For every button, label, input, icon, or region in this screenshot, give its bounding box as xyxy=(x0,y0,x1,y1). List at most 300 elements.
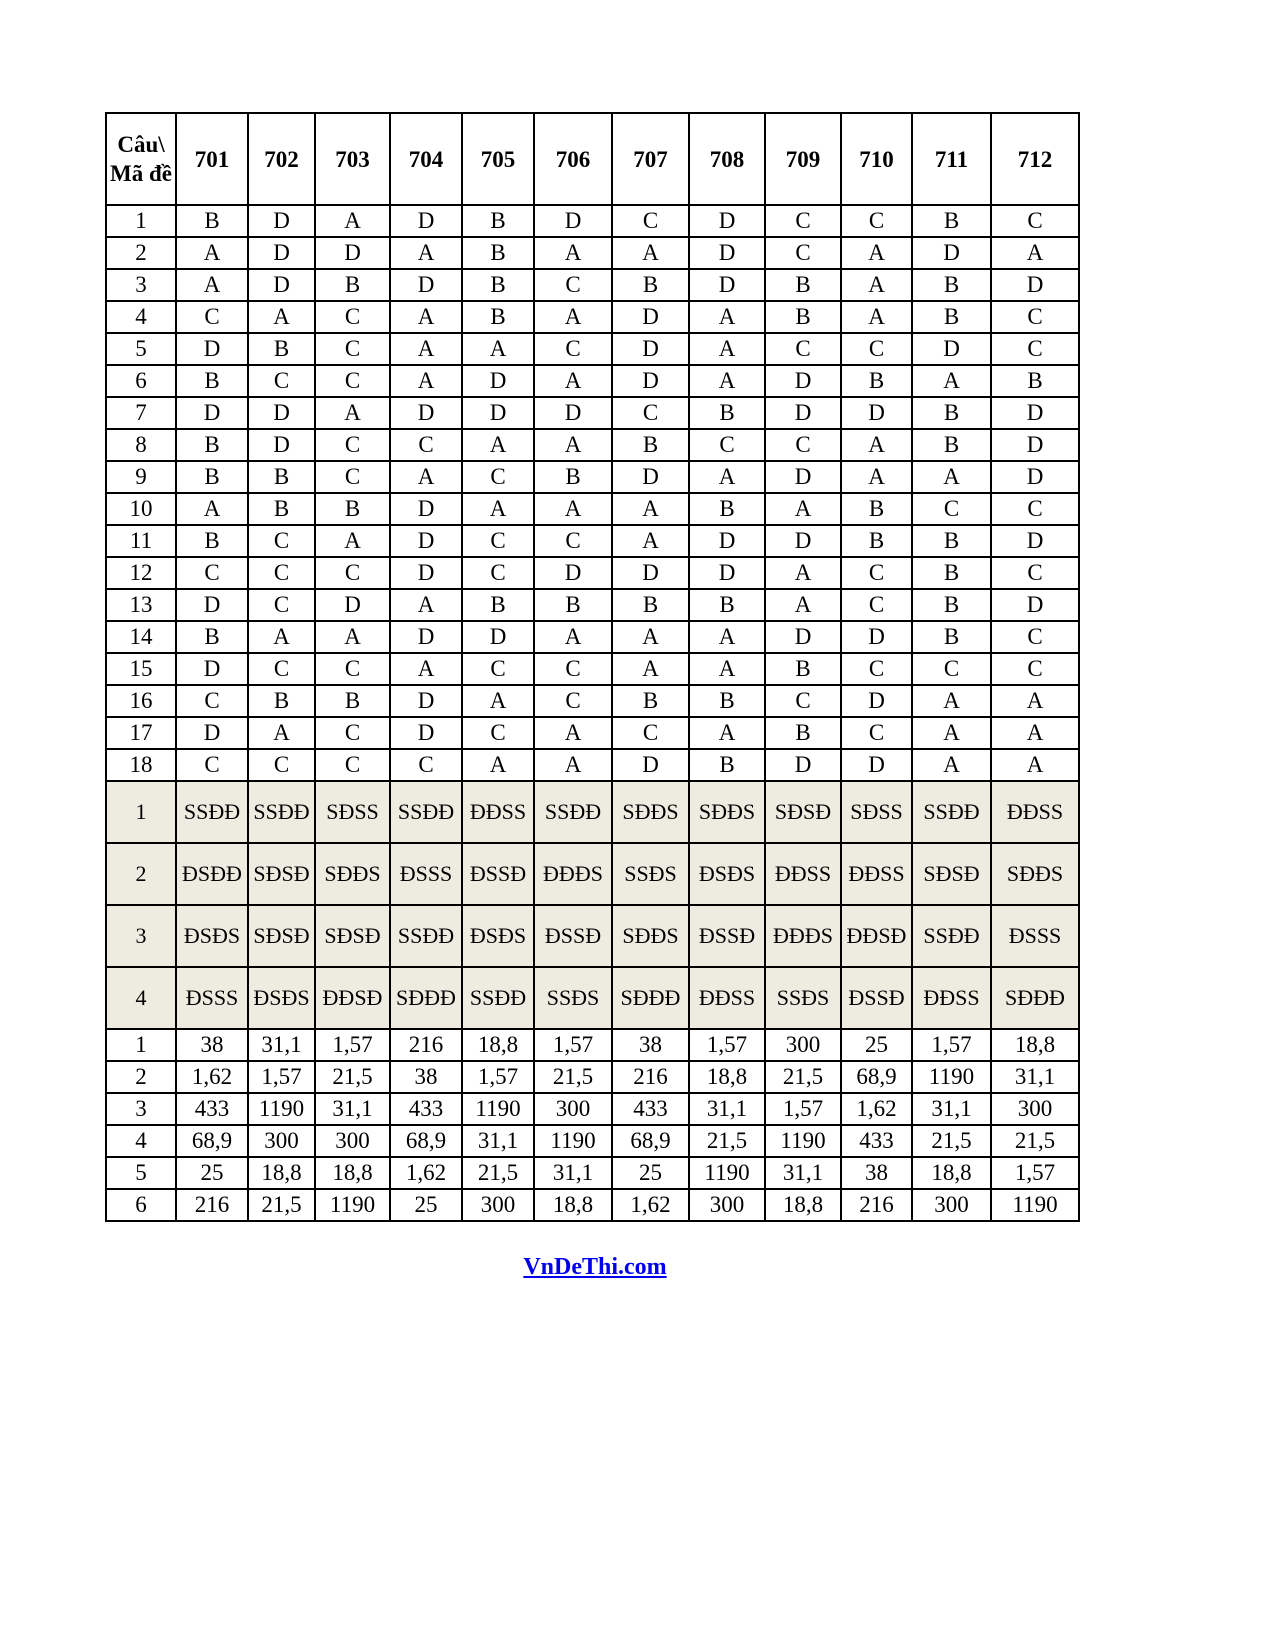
answer-cell: B xyxy=(841,365,912,397)
answer-cell: 300 xyxy=(689,1189,765,1221)
answer-cell: B xyxy=(912,589,991,621)
answer-cell: B xyxy=(248,333,315,365)
answer-cell: A xyxy=(689,333,765,365)
answer-cell: D xyxy=(176,653,248,685)
answer-cell: A xyxy=(534,749,612,781)
answer-cell: A xyxy=(991,717,1079,749)
answer-cell: D xyxy=(689,557,765,589)
answer-cell: 300 xyxy=(912,1189,991,1221)
answer-cell: C xyxy=(991,205,1079,237)
answer-cell: A xyxy=(689,653,765,685)
true-false-row xyxy=(106,905,1079,967)
answer-cell: D xyxy=(612,365,689,397)
answer-cell: SĐĐĐ xyxy=(612,967,689,1029)
answer-cell: D xyxy=(390,717,462,749)
answer-cell: 38 xyxy=(841,1157,912,1189)
corner-label: Câu\ Mã đề xyxy=(106,113,176,205)
answer-cell: A xyxy=(390,333,462,365)
answer-cell: ĐSSĐ xyxy=(534,905,612,967)
answer-cell: SSĐĐ xyxy=(176,781,248,843)
answer-cell: 18,8 xyxy=(991,1029,1079,1061)
answer-cell: C xyxy=(248,525,315,557)
answer-cell: B xyxy=(841,525,912,557)
answer-cell: A xyxy=(315,621,390,653)
answer-cell: D xyxy=(991,589,1079,621)
answer-cell: B xyxy=(462,205,534,237)
multiple-choice-row xyxy=(106,301,1079,333)
answer-cell: ĐSĐS xyxy=(462,905,534,967)
question-number: 10 xyxy=(106,493,176,525)
answer-cell: B xyxy=(612,269,689,301)
answer-cell: ĐSĐS xyxy=(689,843,765,905)
answer-cell: A xyxy=(991,237,1079,269)
answer-cell: 1190 xyxy=(912,1061,991,1093)
answer-cell: D xyxy=(841,397,912,429)
answer-key-body xyxy=(106,113,1079,1221)
answer-cell: B xyxy=(315,493,390,525)
answer-cell: D xyxy=(176,717,248,749)
answer-cell: 68,9 xyxy=(841,1061,912,1093)
question-number: 2 xyxy=(106,237,176,269)
answer-cell: 25 xyxy=(176,1157,248,1189)
answer-cell: 1190 xyxy=(765,1125,841,1157)
answer-cell: 300 xyxy=(248,1125,315,1157)
answer-cell: D xyxy=(991,269,1079,301)
answer-cell: D xyxy=(390,685,462,717)
answer-cell: D xyxy=(176,333,248,365)
question-number: 1 xyxy=(106,205,176,237)
answer-cell: C xyxy=(534,269,612,301)
answer-cell: SĐĐS xyxy=(315,843,390,905)
answer-cell: C xyxy=(315,461,390,493)
answer-cell: SĐĐS xyxy=(612,905,689,967)
answer-cell: B xyxy=(841,493,912,525)
answer-cell: SĐĐĐ xyxy=(991,967,1079,1029)
answer-cell: 1,57 xyxy=(689,1029,765,1061)
answer-cell: A xyxy=(390,653,462,685)
answer-cell: C xyxy=(390,749,462,781)
answer-cell: C xyxy=(462,653,534,685)
multiple-choice-row xyxy=(106,589,1079,621)
answer-cell: 21,5 xyxy=(912,1125,991,1157)
exam-code-header: 701 xyxy=(176,113,248,205)
answer-cell: B xyxy=(912,429,991,461)
answer-cell: C xyxy=(765,685,841,717)
answer-cell: B xyxy=(315,269,390,301)
answer-cell: A xyxy=(991,749,1079,781)
answer-cell: 300 xyxy=(315,1125,390,1157)
answer-cell: C xyxy=(991,333,1079,365)
short-answer-row xyxy=(106,1061,1079,1093)
answer-cell: C xyxy=(534,525,612,557)
answer-cell: 31,1 xyxy=(689,1093,765,1125)
answer-cell: 1,62 xyxy=(176,1061,248,1093)
answer-cell: B xyxy=(689,397,765,429)
multiple-choice-row xyxy=(106,717,1079,749)
answer-cell: C xyxy=(315,301,390,333)
answer-cell: ĐSSS xyxy=(176,967,248,1029)
answer-cell: A xyxy=(841,461,912,493)
answer-cell: B xyxy=(765,717,841,749)
answer-cell: B xyxy=(176,365,248,397)
answer-cell: 31,1 xyxy=(991,1061,1079,1093)
answer-cell: B xyxy=(248,685,315,717)
answer-cell: A xyxy=(534,493,612,525)
answer-cell: SĐSS xyxy=(315,781,390,843)
answer-cell: D xyxy=(462,621,534,653)
question-number: 4 xyxy=(106,1125,176,1157)
answer-cell: B xyxy=(765,653,841,685)
question-number: 8 xyxy=(106,429,176,461)
question-number: 1 xyxy=(106,781,176,843)
answer-cell: C xyxy=(176,557,248,589)
answer-cell: ĐSSĐ xyxy=(462,843,534,905)
answer-cell: A xyxy=(462,685,534,717)
short-answer-row xyxy=(106,1189,1079,1221)
answer-cell: A xyxy=(462,429,534,461)
answer-cell: D xyxy=(248,397,315,429)
answer-cell: ĐĐSS xyxy=(912,967,991,1029)
answer-cell: ĐĐĐS xyxy=(765,905,841,967)
answer-cell: B xyxy=(176,621,248,653)
answer-cell: D xyxy=(612,557,689,589)
answer-cell: C xyxy=(462,717,534,749)
multiple-choice-row xyxy=(106,557,1079,589)
answer-cell: C xyxy=(841,653,912,685)
answer-cell: B xyxy=(462,237,534,269)
true-false-row xyxy=(106,781,1079,843)
answer-cell: ĐĐSS xyxy=(765,843,841,905)
question-number: 18 xyxy=(106,749,176,781)
answer-cell: SĐSĐ xyxy=(912,843,991,905)
answer-cell: B xyxy=(689,493,765,525)
answer-cell: B xyxy=(689,685,765,717)
answer-cell: 300 xyxy=(765,1029,841,1061)
answer-cell: D xyxy=(841,749,912,781)
answer-cell: C xyxy=(248,749,315,781)
exam-code-header: 708 xyxy=(689,113,765,205)
answer-cell: B xyxy=(176,461,248,493)
answer-cell: 21,5 xyxy=(315,1061,390,1093)
answer-cell: B xyxy=(912,557,991,589)
vndethi-link[interactable]: VnDeThi.com xyxy=(523,1254,667,1280)
answer-cell: B xyxy=(912,397,991,429)
answer-cell: A xyxy=(841,301,912,333)
answer-cell: C xyxy=(462,557,534,589)
answer-cell: B xyxy=(176,205,248,237)
multiple-choice-row xyxy=(106,397,1079,429)
answer-cell: C xyxy=(534,653,612,685)
answer-key-table xyxy=(105,112,1080,1222)
multiple-choice-row xyxy=(106,749,1079,781)
answer-cell: D xyxy=(765,365,841,397)
answer-cell: ĐĐSĐ xyxy=(315,967,390,1029)
answer-cell: SSĐS xyxy=(534,967,612,1029)
answer-cell: C xyxy=(991,493,1079,525)
answer-cell: A xyxy=(689,717,765,749)
answer-cell: D xyxy=(689,269,765,301)
answer-cell: D xyxy=(248,237,315,269)
answer-cell: C xyxy=(841,589,912,621)
answer-cell: C xyxy=(991,653,1079,685)
answer-cell: A xyxy=(462,493,534,525)
answer-cell: 38 xyxy=(390,1061,462,1093)
answer-cell: D xyxy=(176,397,248,429)
answer-cell: 18,8 xyxy=(315,1157,390,1189)
answer-cell: ĐĐSS xyxy=(991,781,1079,843)
question-number: 2 xyxy=(106,843,176,905)
answer-cell: D xyxy=(390,205,462,237)
answer-cell: A xyxy=(689,461,765,493)
answer-cell: 1,57 xyxy=(248,1061,315,1093)
exam-code-header: 706 xyxy=(534,113,612,205)
answer-cell: SSĐĐ xyxy=(534,781,612,843)
answer-cell: B xyxy=(912,205,991,237)
answer-cell: A xyxy=(534,621,612,653)
answer-cell: C xyxy=(912,653,991,685)
answer-cell: SĐĐĐ xyxy=(390,967,462,1029)
answer-cell: 216 xyxy=(841,1189,912,1221)
answer-cell: B xyxy=(176,429,248,461)
answer-cell: A xyxy=(248,301,315,333)
answer-cell: 1,57 xyxy=(991,1157,1079,1189)
answer-cell: A xyxy=(912,365,991,397)
answer-cell: A xyxy=(390,461,462,493)
question-number: 2 xyxy=(106,1061,176,1093)
answer-cell: D xyxy=(912,333,991,365)
question-number: 4 xyxy=(106,967,176,1029)
question-number: 3 xyxy=(106,905,176,967)
answer-cell: SĐSĐ xyxy=(765,781,841,843)
exam-code-header: 707 xyxy=(612,113,689,205)
answer-cell: D xyxy=(765,397,841,429)
answer-cell: A xyxy=(534,717,612,749)
answer-cell: SSĐĐ xyxy=(390,781,462,843)
question-number: 14 xyxy=(106,621,176,653)
answer-cell: D xyxy=(248,269,315,301)
answer-cell: B xyxy=(912,301,991,333)
multiple-choice-row xyxy=(106,461,1079,493)
answer-cell: C xyxy=(841,557,912,589)
answer-cell: A xyxy=(390,365,462,397)
question-number: 7 xyxy=(106,397,176,429)
answer-cell: A xyxy=(612,493,689,525)
answer-cell: C xyxy=(534,333,612,365)
answer-cell: A xyxy=(462,749,534,781)
answer-cell: A xyxy=(612,621,689,653)
answer-cell: D xyxy=(689,525,765,557)
question-number: 6 xyxy=(106,365,176,397)
answer-cell: C xyxy=(315,717,390,749)
question-number: 5 xyxy=(106,1157,176,1189)
answer-cell: 1,57 xyxy=(765,1093,841,1125)
answer-cell: 18,8 xyxy=(689,1061,765,1093)
multiple-choice-row xyxy=(106,493,1079,525)
question-number: 6 xyxy=(106,1189,176,1221)
answer-cell: A xyxy=(248,717,315,749)
short-answer-row xyxy=(106,1157,1079,1189)
answer-cell: 21,5 xyxy=(765,1061,841,1093)
answer-cell: 18,8 xyxy=(765,1189,841,1221)
answer-cell: A xyxy=(390,237,462,269)
answer-cell: 216 xyxy=(612,1061,689,1093)
answer-cell: C xyxy=(612,717,689,749)
multiple-choice-row xyxy=(106,429,1079,461)
answer-cell: C xyxy=(462,525,534,557)
answer-cell: SSĐĐ xyxy=(462,967,534,1029)
answer-cell: D xyxy=(991,429,1079,461)
answer-cell: SĐĐS xyxy=(689,781,765,843)
answer-cell: 31,1 xyxy=(315,1093,390,1125)
answer-cell: 300 xyxy=(462,1189,534,1221)
answer-cell: 31,1 xyxy=(534,1157,612,1189)
answer-cell: ĐSSS xyxy=(390,843,462,905)
answer-cell: 1190 xyxy=(534,1125,612,1157)
answer-cell: D xyxy=(765,749,841,781)
answer-cell: ĐĐSĐ xyxy=(841,905,912,967)
answer-cell: SĐSĐ xyxy=(248,843,315,905)
answer-cell: D xyxy=(534,205,612,237)
question-number: 15 xyxy=(106,653,176,685)
answer-cell: B xyxy=(248,493,315,525)
question-number: 5 xyxy=(106,333,176,365)
short-answer-row xyxy=(106,1125,1079,1157)
answer-cell: A xyxy=(176,237,248,269)
answer-cell: C xyxy=(315,557,390,589)
answer-cell: 21,5 xyxy=(534,1061,612,1093)
answer-cell: 1,62 xyxy=(841,1093,912,1125)
answer-cell: C xyxy=(315,749,390,781)
multiple-choice-row xyxy=(106,237,1079,269)
exam-code-header: 710 xyxy=(841,113,912,205)
answer-cell: C xyxy=(841,717,912,749)
answer-cell: C xyxy=(991,557,1079,589)
answer-cell: C xyxy=(248,365,315,397)
answer-cell: A xyxy=(841,429,912,461)
answer-cell: C xyxy=(315,365,390,397)
short-answer-row xyxy=(106,1029,1079,1061)
answer-cell: D xyxy=(689,237,765,269)
answer-cell: 21,5 xyxy=(248,1189,315,1221)
multiple-choice-row xyxy=(106,525,1079,557)
answer-cell: D xyxy=(390,397,462,429)
answer-cell: B xyxy=(912,525,991,557)
answer-cell: B xyxy=(534,461,612,493)
exam-code-header: 705 xyxy=(462,113,534,205)
answer-cell: A xyxy=(912,685,991,717)
answer-cell: B xyxy=(991,365,1079,397)
answer-cell: D xyxy=(534,557,612,589)
answer-cell: 216 xyxy=(390,1029,462,1061)
short-answer-row xyxy=(106,1093,1079,1125)
answer-cell: 1,57 xyxy=(534,1029,612,1061)
answer-cell: 300 xyxy=(534,1093,612,1125)
answer-cell: A xyxy=(390,301,462,333)
answer-cell: A xyxy=(841,237,912,269)
answer-cell: D xyxy=(765,461,841,493)
answer-cell: A xyxy=(765,493,841,525)
true-false-row xyxy=(106,843,1079,905)
answer-cell: 1190 xyxy=(991,1189,1079,1221)
exam-code-header: 702 xyxy=(248,113,315,205)
answer-cell: 21,5 xyxy=(462,1157,534,1189)
answer-cell: D xyxy=(612,749,689,781)
answer-cell: ĐĐSS xyxy=(689,967,765,1029)
answer-cell: B xyxy=(765,301,841,333)
answer-cell: A xyxy=(534,301,612,333)
answer-cell: 68,9 xyxy=(612,1125,689,1157)
answer-cell: A xyxy=(765,589,841,621)
answer-cell: D xyxy=(841,621,912,653)
answer-cell: A xyxy=(534,429,612,461)
answer-cell: 433 xyxy=(390,1093,462,1125)
answer-cell: D xyxy=(912,237,991,269)
answer-cell: A xyxy=(176,493,248,525)
answer-cell: D xyxy=(315,589,390,621)
answer-cell: A xyxy=(612,653,689,685)
answer-cell: SĐSS xyxy=(841,781,912,843)
answer-cell: C xyxy=(315,653,390,685)
answer-cell: 433 xyxy=(841,1125,912,1157)
answer-cell: D xyxy=(991,525,1079,557)
answer-cell: B xyxy=(248,461,315,493)
true-false-row xyxy=(106,967,1079,1029)
answer-cell: C xyxy=(176,749,248,781)
answer-cell: C xyxy=(534,685,612,717)
answer-cell: D xyxy=(841,685,912,717)
answer-cell: ĐSĐS xyxy=(248,967,315,1029)
answer-cell: 68,9 xyxy=(390,1125,462,1157)
answer-cell: 21,5 xyxy=(689,1125,765,1157)
answer-cell: SSĐĐ xyxy=(390,905,462,967)
answer-cell: D xyxy=(390,269,462,301)
answer-cell: C xyxy=(315,333,390,365)
answer-cell: B xyxy=(315,685,390,717)
answer-cell: B xyxy=(912,269,991,301)
answer-cell: B xyxy=(612,589,689,621)
answer-cell: A xyxy=(689,301,765,333)
answer-cell: B xyxy=(462,269,534,301)
multiple-choice-row xyxy=(106,333,1079,365)
answer-cell: A xyxy=(176,269,248,301)
answer-cell: 216 xyxy=(176,1189,248,1221)
answer-cell: D xyxy=(315,237,390,269)
question-number: 1 xyxy=(106,1029,176,1061)
answer-cell: A xyxy=(765,557,841,589)
answer-cell: ĐĐSS xyxy=(462,781,534,843)
exam-code-header: 711 xyxy=(912,113,991,205)
answer-cell: 18,8 xyxy=(534,1189,612,1221)
answer-cell: C xyxy=(248,653,315,685)
answer-cell: B xyxy=(765,269,841,301)
answer-cell: C xyxy=(248,557,315,589)
answer-cell: SSĐĐ xyxy=(248,781,315,843)
answer-cell: ĐSSS xyxy=(991,905,1079,967)
answer-cell: ĐSĐĐ xyxy=(176,843,248,905)
answer-cell: B xyxy=(912,621,991,653)
answer-cell: 25 xyxy=(390,1189,462,1221)
question-number: 3 xyxy=(106,269,176,301)
table-header-row xyxy=(106,113,1079,205)
answer-cell: D xyxy=(612,333,689,365)
answer-cell: 31,1 xyxy=(248,1029,315,1061)
exam-code-header: 704 xyxy=(390,113,462,205)
answer-cell: 433 xyxy=(176,1093,248,1125)
answer-cell: 1190 xyxy=(248,1093,315,1125)
answer-cell: D xyxy=(991,397,1079,429)
answer-cell: 1190 xyxy=(689,1157,765,1189)
answer-cell: B xyxy=(612,685,689,717)
